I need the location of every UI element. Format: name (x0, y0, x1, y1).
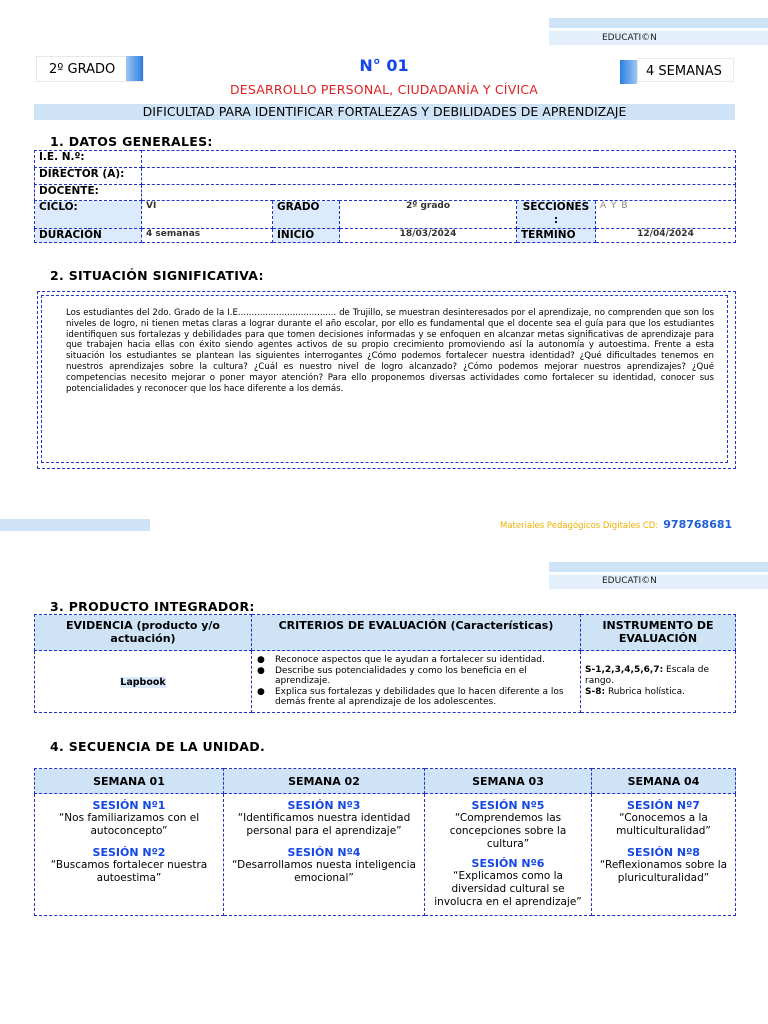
session-title: SESIÓN Nº5 (471, 799, 545, 812)
session-title: SESIÓN Nº7 (627, 799, 700, 812)
product-table (34, 614, 736, 713)
session-title: SESIÓN Nº6 (471, 857, 545, 870)
weeks-tab (620, 60, 637, 84)
week-header: SEMANA 01 (35, 769, 224, 794)
secciones-label (517, 201, 596, 229)
row-duracion (35, 229, 736, 243)
weeks-header-row (35, 769, 736, 794)
brand-label: EDUCATI©N (602, 33, 657, 43)
secciones-colon: : (553, 214, 559, 226)
session-title: SESIÓN Nº1 (92, 799, 166, 812)
grado-label: GRADO (273, 201, 340, 229)
unit-title-banner (34, 104, 735, 120)
secciones-value: A Y B (596, 201, 736, 229)
weeks-label: 4 SEMANAS (646, 64, 722, 79)
criteria-list (253, 655, 579, 708)
week-4-sessions (592, 794, 736, 916)
row-ciclo (35, 201, 736, 229)
header-instrumento: INSTRUMENTO DE EVALUACIÓN (581, 615, 736, 651)
section-1-title: 1. DATOS GENERALES: (50, 134, 213, 149)
duracion-value: 4 semanas (142, 229, 273, 243)
product-row (35, 651, 736, 713)
docente-value[interactable] (142, 185, 736, 201)
grado-value: 2º grado (340, 201, 517, 229)
situacion-box-inner (41, 295, 728, 463)
product-header-row (35, 615, 736, 651)
materials-line (500, 513, 732, 532)
section-2-title: 2. SITUACIÓN SIGNIFICATIVA: (50, 268, 264, 283)
unit-number: N° 01 (359, 56, 409, 75)
criteria-item: ● Describe sus potencialidades y como los beneficia en el aprendizaje. (275, 666, 579, 687)
course-name: DESARROLLO PERSONAL, CIUDADANÍA Y CÍVICA (229, 82, 539, 97)
ciclo-label: CICLO: (35, 201, 142, 229)
instrument-2-code: S-8: (585, 687, 606, 697)
session-title: SESIÓN Nº3 (287, 799, 361, 812)
header-evidencia: EVIDENCIA (producto y/o actuación) (35, 615, 252, 651)
session-title: SESIÓN Nº4 (287, 846, 361, 859)
session-desc: “Nos familiarizamos con el autoconcepto” (58, 812, 200, 837)
week-3-sessions (425, 794, 592, 916)
instrument-2-text: Rubrica holística. (605, 687, 685, 697)
brand-label-p2: EDUCATI©N (602, 576, 657, 586)
inicio-label: INICIO (273, 229, 340, 243)
session-desc: “Comprendemos las concepciones sobre la cultura” (449, 812, 567, 850)
footer-band (0, 519, 150, 531)
week-header: SEMANA 04 (592, 769, 736, 794)
materials-phone[interactable]: 978768681 (663, 518, 733, 531)
ie-label: I.E. N.º: (35, 151, 142, 168)
instrument-cell (581, 651, 736, 713)
termino-label: TERMINO (517, 229, 596, 243)
evidence-cell (35, 651, 252, 713)
termino-value: 12/04/2024 (596, 229, 736, 243)
session-desc: “Identificamos nuestra identidad personal para el aprendizaje” (237, 812, 411, 837)
sessions-row (35, 794, 736, 916)
ciclo-value: VI (142, 201, 273, 229)
criteria-item: ● Explica sus fortalezas y debilidades que lo hacen diferente a los demás frente al aprendizaje de los adolescentes. (275, 687, 579, 708)
materials-text: Materiales Pedagógicos Digitales CD: (500, 521, 659, 531)
session-desc: “Desarrollamos nuesta inteligencia emocional” (232, 859, 416, 884)
weeks-box (637, 58, 734, 82)
header-criterios: CRITERIOS DE EVALUACIÓN (Características) (252, 615, 581, 651)
header-band-lower-p2 (549, 575, 768, 589)
director-value[interactable] (142, 168, 736, 185)
director-label: DIRECTOR (A): (35, 168, 142, 185)
ie-value[interactable] (142, 151, 736, 168)
inicio-value: 18/03/2024 (340, 229, 517, 243)
grade-label: 2º GRADO (49, 62, 116, 77)
header-band (549, 18, 768, 28)
secciones-label-text: SECCIONES (522, 201, 590, 213)
row-director (35, 168, 736, 185)
instrument-1-code: S-1,2,3,4,5,6,7: (585, 665, 664, 675)
week-header: SEMANA 02 (224, 769, 425, 794)
session-desc: “Explicamos como la diversidad cultural se involucra en el aprendizaje” (434, 870, 582, 908)
row-docente (35, 185, 736, 201)
header-band-p2 (549, 562, 768, 572)
session-title: SESIÓN Nº2 (92, 846, 166, 859)
week-2-sessions (224, 794, 425, 916)
week-1-sessions (35, 794, 224, 916)
docente-label: DOCENTE: (35, 185, 142, 201)
criteria-item: ● Reconoce aspectos que le ayudan a fortalecer su identidad. (275, 655, 579, 666)
session-title: SESIÓN Nº8 (627, 846, 700, 859)
session-desc: “Conocemos a la multiculturalidad” (616, 812, 711, 837)
situacion-box-outer (37, 291, 736, 469)
situacion-text: Los estudiantes del 2do. Grado de la I.E.................................... de Trujillo, se muestran desinteresados por el aprendizaje, no comprenden que son los niveles de logro, ni tienen metas claras a lograr durante el año escolar, por ello es fundamental que el docente sea el guía para que los estudiantes identifiquen sus fortalezas y debilidades para que tomen decisiones informadas y se enfoquen en alcanzar metas significativas de aprendizaje para que trabajen hacia ellas con éxito siendo agentes activos de su propio crecimiento promoviendo así la autonomía y autoestima. Frente a esta situación los estudiantes se plantean las siguientes interrogantes ¿Cómo podemos fortalecer nuestra identidad? ¿Qué dificultades tenemos en nuestros aprendizajes sobre la cultura? ¿Cuál es nuestro nivel de logro alcanzado? ¿Cómo podemos mejorar nuestros aprendizajes? ¿Qué competencias necesito mejorar o poner mayor atención? Para ello proponemos diversas actividades como fortalecer su identidad, conocer sus potencialidades y reconocer que los hace diferente a los demás. (66, 308, 714, 394)
header-band-lower (549, 31, 768, 45)
section-4-title: 4. SECUENCIA DE LA UNIDAD. (50, 739, 266, 754)
duracion-label: DURACIÓN (35, 229, 142, 243)
unit-title: DIFICULTAD PARA IDENTIFICAR FORTALEZAS Y DEBILIDADES DE APRENDIZAJE (142, 104, 627, 119)
sequence-table (34, 768, 736, 916)
row-ie (35, 151, 736, 168)
evidence-value: Lapbook (120, 676, 166, 688)
section-3-title: 3. PRODUCTO INTEGRADOR: (50, 599, 255, 614)
instrument-1-text: Escala de rango. (585, 665, 709, 686)
criteria-cell (252, 651, 581, 713)
datos-generales-table (34, 150, 736, 243)
session-desc: “Buscamos fortalecer nuestra autoestima” (50, 859, 208, 884)
session-desc: “Reflexionamos sobre la pluriculturalidad” (599, 859, 728, 884)
week-header: SEMANA 03 (425, 769, 592, 794)
